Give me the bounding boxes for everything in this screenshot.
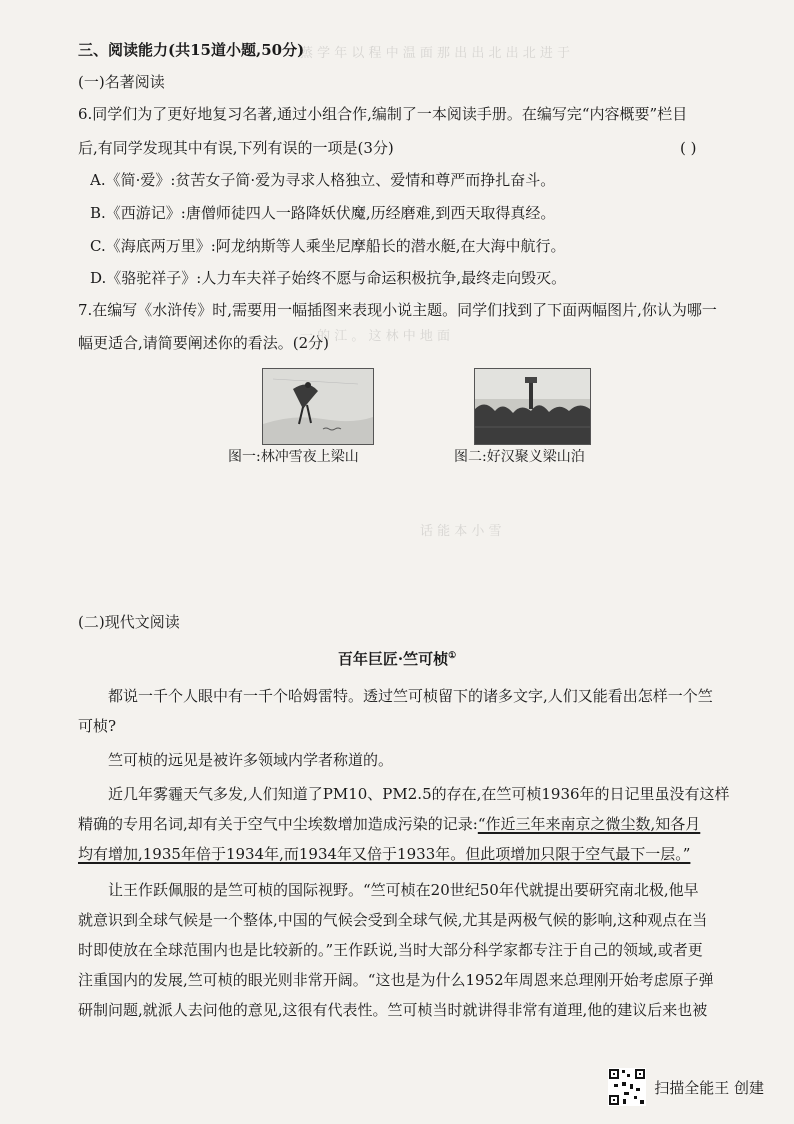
figure-1-caption: 图一:林冲雪夜上梁山 (228, 449, 359, 465)
part-title-classics: (一)名著阅读 (78, 73, 165, 91)
scanner-watermark (608, 1068, 764, 1106)
paragraph-line: 时即使放在全球范围内也是比较新的。”王作跃说,当时大部分科学家都专注于自己的领域,或者更 (78, 941, 703, 959)
paragraph-line: 可桢? (78, 717, 117, 735)
section-header: 三、阅读能力(共15道小题,50分) (78, 41, 305, 59)
qr-code-icon (608, 1068, 646, 1106)
question-7-line: 幅更适合,请简要阐述你的看法。(2分) (78, 334, 330, 352)
option-c: C.《海底两万里》:阿龙纳斯等人乘坐尼摩船长的潜水艇,在大海中航行。 (90, 237, 566, 255)
paragraph-line: 竺可桢的远见是被许多领域内学者称道的。 (108, 751, 394, 769)
footnote-marker: ① (448, 651, 457, 661)
question-6-line: 后,有同学发现其中有误,下列有误的一项是(3分) (78, 139, 394, 157)
paragraph-line: 让王作跃佩服的是竺可桢的国际视野。“竺可桢在20世纪50年代就提出要研究南北极,他早 (108, 881, 699, 899)
question-7-line: 7.在编写《水浒传》时,需要用一幅插图来表现小说主题。同学们找到了下面两幅图片,你认为哪一 (78, 301, 717, 319)
scanner-brand-text: 扫描全能王 创建 (654, 1078, 764, 1097)
underlined-quote: “作近三年来南京之微尘数,知各月 (477, 815, 701, 833)
option-d: D.《骆驼祥子》:人力车夫祥子始终不愿与命运积极抗争,最终走向毁灭。 (90, 269, 567, 287)
part-title-modern: (二)现代文阅读 (78, 613, 180, 631)
option-a: A.《简·爱》:贫苦女子简·爱为寻求人格独立、爱情和尊严而挣扎奋斗。 (90, 171, 556, 189)
paragraph-line (78, 814, 754, 834)
bleed-through-text: 一 的 江 。 这 林 中 地 面 (300, 329, 451, 344)
figure-2-image (474, 368, 591, 445)
paragraph-line: 研制问题,就派人去问他的意见,这很有代表性。竺可桢当时就讲得非常有道理,他的建议后来也被 (78, 1001, 708, 1019)
question-6-line: 6.同学们为了更好地复习名著,通过小组合作,编制了一本阅读手册。在编写完“内容概要”栏目 (78, 105, 688, 123)
paragraph-line: 就意识到全球气候是一个整体,中国的气候会受到全球气候,尤其是两极气候的影响,这种观点在当 (78, 911, 708, 929)
article-title (0, 648, 794, 669)
underlined-quote: 均有增加,1935年倍于1934年,而1934年又倍于1933年。但此项增加只限于空气最下一层。” (78, 845, 691, 863)
article-title-text: 百年巨匠·竺可桢 (337, 650, 449, 668)
answer-paren: ( ) (680, 139, 697, 157)
paragraph-line: 近几年雾霾天气多发,人们知道了PM10、PM2.5的存在,在竺可桢1936年的日记里虽没有这样 (108, 785, 730, 803)
figure-1-image (262, 368, 374, 445)
figure-2-caption: 图二:好汉聚义梁山泊 (454, 449, 585, 465)
paragraph-line: 都说一千个人眼中有一千个哈姆雷特。透过竺可桢留下的诸多文字,人们又能看出怎样一个竺 (108, 687, 713, 705)
paragraph-text: 精确的专用名词,却有关于空气中尘埃数增加造成污染的记录: (78, 815, 478, 833)
option-b: B.《西游记》:唐僧师徒四人一路降妖伏魔,历经磨难,到西天取得真经。 (90, 204, 556, 222)
bleed-through-text: 话 能 本 小 雪 (420, 524, 502, 539)
paragraph-line: 注重国内的发展,竺可桢的眼光则非常开阔。“这也是为什么1952年周恩来总理刚开始考虑原子弹 (78, 971, 714, 989)
bleed-through-text: 蒸 学 年 以 程 中 温 面 那 出 出 北 出 北 进 于 (300, 46, 570, 61)
